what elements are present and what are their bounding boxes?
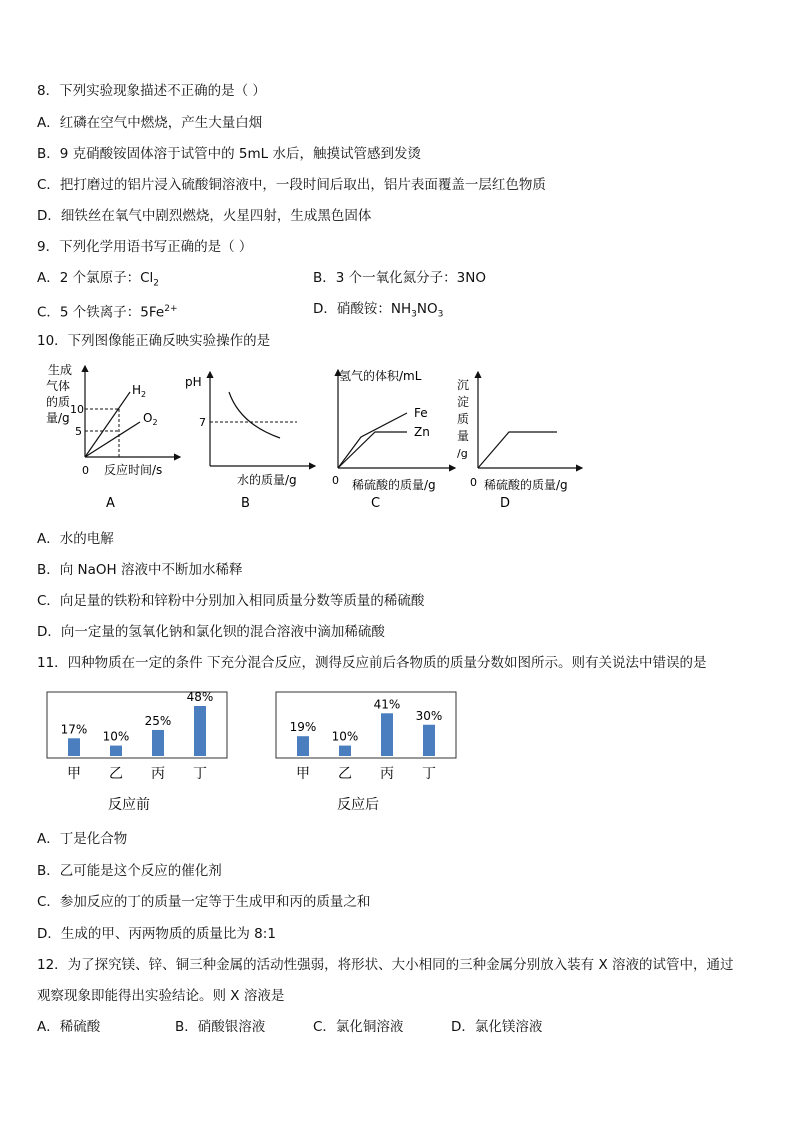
graph-b-ylabel: pH bbox=[185, 375, 202, 389]
graph-a-h2-line bbox=[85, 392, 130, 457]
graph-d-ylabel-5: /g bbox=[457, 447, 468, 460]
graph-a-tick-10: 10 bbox=[70, 403, 84, 416]
bar-乙 bbox=[339, 746, 351, 756]
chart-title: 反应前 bbox=[108, 797, 150, 813]
q12-option-c: C．氯化铜溶液 bbox=[313, 1019, 404, 1035]
graph-a-o2-label: $O_2$ bbox=[143, 411, 158, 427]
graph-b bbox=[185, 362, 325, 517]
graph-a-xlabel: 反应时间/s bbox=[104, 463, 163, 477]
bar-丙 bbox=[381, 713, 393, 756]
graph-a-ylabel-3: 的质 bbox=[46, 395, 71, 409]
bar-丙 bbox=[152, 730, 164, 756]
graph-a-h2-label: $H_2$ bbox=[132, 383, 147, 399]
graph-d-xlabel: 稀硫酸的质量/g bbox=[484, 478, 568, 492]
category-label: 甲 bbox=[296, 766, 310, 782]
graph-a-caption: A bbox=[106, 496, 115, 511]
q8-stem: 8．下列实验现象描述不正确的是（ ） bbox=[37, 83, 266, 99]
chart-title: 反应后 bbox=[337, 797, 379, 813]
bar-丁 bbox=[423, 725, 435, 756]
category-label: 丙 bbox=[151, 766, 165, 782]
graph-d-ylabel-3: 质 bbox=[457, 412, 470, 426]
graph-a-origin: 0 bbox=[82, 464, 89, 477]
q12-option-d: D．氯化镁溶液 bbox=[451, 1019, 543, 1035]
chart-before bbox=[45, 690, 235, 820]
chart-after bbox=[274, 690, 464, 820]
graph-d-ylabel-1: 沉 bbox=[457, 378, 470, 392]
graph-d-origin: 0 bbox=[470, 476, 477, 489]
q9-option-b: B．3 个一氧化氮分子：3NO bbox=[313, 270, 486, 286]
bar-丁 bbox=[194, 706, 206, 756]
category-label: 甲 bbox=[67, 766, 81, 782]
bar-value-label: 41% bbox=[373, 697, 401, 712]
bar-value-label: 30% bbox=[415, 708, 443, 723]
graph-c-xlabel: 稀硫酸的质量/g bbox=[352, 478, 436, 492]
graph-b-curve bbox=[229, 392, 280, 438]
graph-a-ylabel-4: 量/g bbox=[46, 411, 70, 425]
q9-stem: 9．下列化学用语书写正确的是（ ） bbox=[37, 239, 253, 255]
graph-a-o2-line bbox=[85, 422, 140, 457]
category-label: 丁 bbox=[422, 766, 436, 782]
bar-value-label: 10% bbox=[102, 729, 130, 744]
graph-c-zn-label: Zn bbox=[414, 425, 430, 439]
bar-乙 bbox=[110, 746, 122, 756]
graph-d-line bbox=[478, 432, 557, 468]
graph-c-ylabel: 氢气的体积/mL bbox=[339, 369, 422, 383]
graph-d-caption: D bbox=[500, 496, 511, 511]
q8-option-a: A．红磷在空气中燃烧，产生大量白烟 bbox=[37, 115, 263, 131]
graph-a-ylabel-1: 生成 bbox=[48, 363, 73, 377]
q11-option-c: C．参加反应的丁的质量一定等于生成甲和丙的质量之和 bbox=[37, 894, 371, 910]
graph-d-ylabel-2: 淀 bbox=[457, 395, 470, 409]
q10-stem: 10．下列图像能正确反映实验操作的是 bbox=[37, 333, 271, 349]
q10-option-d: D．向一定量的氢氧化钠和氯化钡的混合溶液中滴加稀硫酸 bbox=[37, 624, 385, 640]
q11-option-b: B．乙可能是这个反应的催化剂 bbox=[37, 863, 222, 879]
graph-a-ylabel-2: 气体 bbox=[46, 379, 71, 393]
bar-value-label: 25% bbox=[144, 713, 172, 728]
graph-c bbox=[327, 362, 462, 517]
q11-option-d: D．生成的甲、丙两物质的质量比为 8:1 bbox=[37, 926, 276, 942]
q10-option-b: B．向 NaOH 溶液中不断加水稀释 bbox=[37, 562, 243, 578]
q12-option-a: A．稀硫酸 bbox=[37, 1019, 101, 1035]
bar-甲 bbox=[297, 736, 309, 756]
bar-value-label: 19% bbox=[289, 720, 317, 735]
q8-option-c: C．把打磨过的铝片浸入硫酸铜溶液中，一段时间后取出，铝片表面覆盖一层红色物质 bbox=[37, 177, 546, 193]
bar-value-label: 10% bbox=[331, 729, 359, 744]
q9-option-c: C．5 个铁离子：$5Fe^{2+}$ bbox=[37, 304, 178, 321]
graph-b-tick-7: 7 bbox=[199, 416, 206, 429]
graph-d bbox=[452, 362, 587, 517]
q10-option-a: A．水的电解 bbox=[37, 531, 114, 547]
category-label: 丁 bbox=[193, 766, 207, 782]
graph-c-fe-line bbox=[338, 413, 407, 468]
q9-option-d: D．硝酸铵：$NH_3NO_3$ bbox=[313, 301, 444, 320]
graph-c-zn-line bbox=[338, 432, 407, 468]
q11-option-a: A．丁是化合物 bbox=[37, 831, 128, 847]
graph-c-caption: C bbox=[371, 496, 381, 511]
q9-option-a: A．2 个氯原子：$Cl_2$ bbox=[37, 270, 160, 289]
graph-a bbox=[40, 362, 190, 517]
graph-c-fe-label: Fe bbox=[414, 406, 428, 420]
graph-b-xlabel: 水的质量/g bbox=[237, 473, 297, 487]
category-label: 乙 bbox=[338, 766, 352, 782]
bar-甲 bbox=[68, 738, 80, 756]
q12-option-b: B．硝酸银溶液 bbox=[175, 1019, 266, 1035]
bar-value-label: 17% bbox=[60, 722, 88, 737]
q12-stem-line-1: 12．为了探究镁、锌、铜三种金属的活动性强弱，将形状、大小相同的三种金属分别放入装有 X 溶液的试管中，通过 bbox=[37, 957, 734, 973]
category-label: 丙 bbox=[380, 766, 394, 782]
bar-value-label: 48% bbox=[186, 690, 214, 704]
q10-option-c: C．向足量的铁粉和锌粉中分别加入相同质量分数等质量的稀硫酸 bbox=[37, 593, 425, 609]
category-label: 乙 bbox=[109, 766, 123, 782]
q8-option-d: D．细铁丝在氧气中剧烈燃烧，火星四射，生成黑色固体 bbox=[37, 208, 372, 224]
q11-stem: 11．四种物质在一定的条件 下充分混合反应，测得反应前后各物质的质量分数如图所示。则有关说法中错误的是 bbox=[37, 655, 707, 671]
graph-c-origin: 0 bbox=[332, 474, 339, 487]
q8-option-b: B．9 克硝酸铵固体溶于试管中的 5mL 水后，触摸试管感到发烫 bbox=[37, 146, 421, 162]
q12-stem-line-2: 观察现象即能得出实验结论。则 X 溶液是 bbox=[37, 988, 285, 1004]
graph-b-caption: B bbox=[241, 496, 250, 511]
graph-a-tick-5: 5 bbox=[75, 425, 82, 438]
graph-d-ylabel-4: 量 bbox=[457, 429, 470, 443]
